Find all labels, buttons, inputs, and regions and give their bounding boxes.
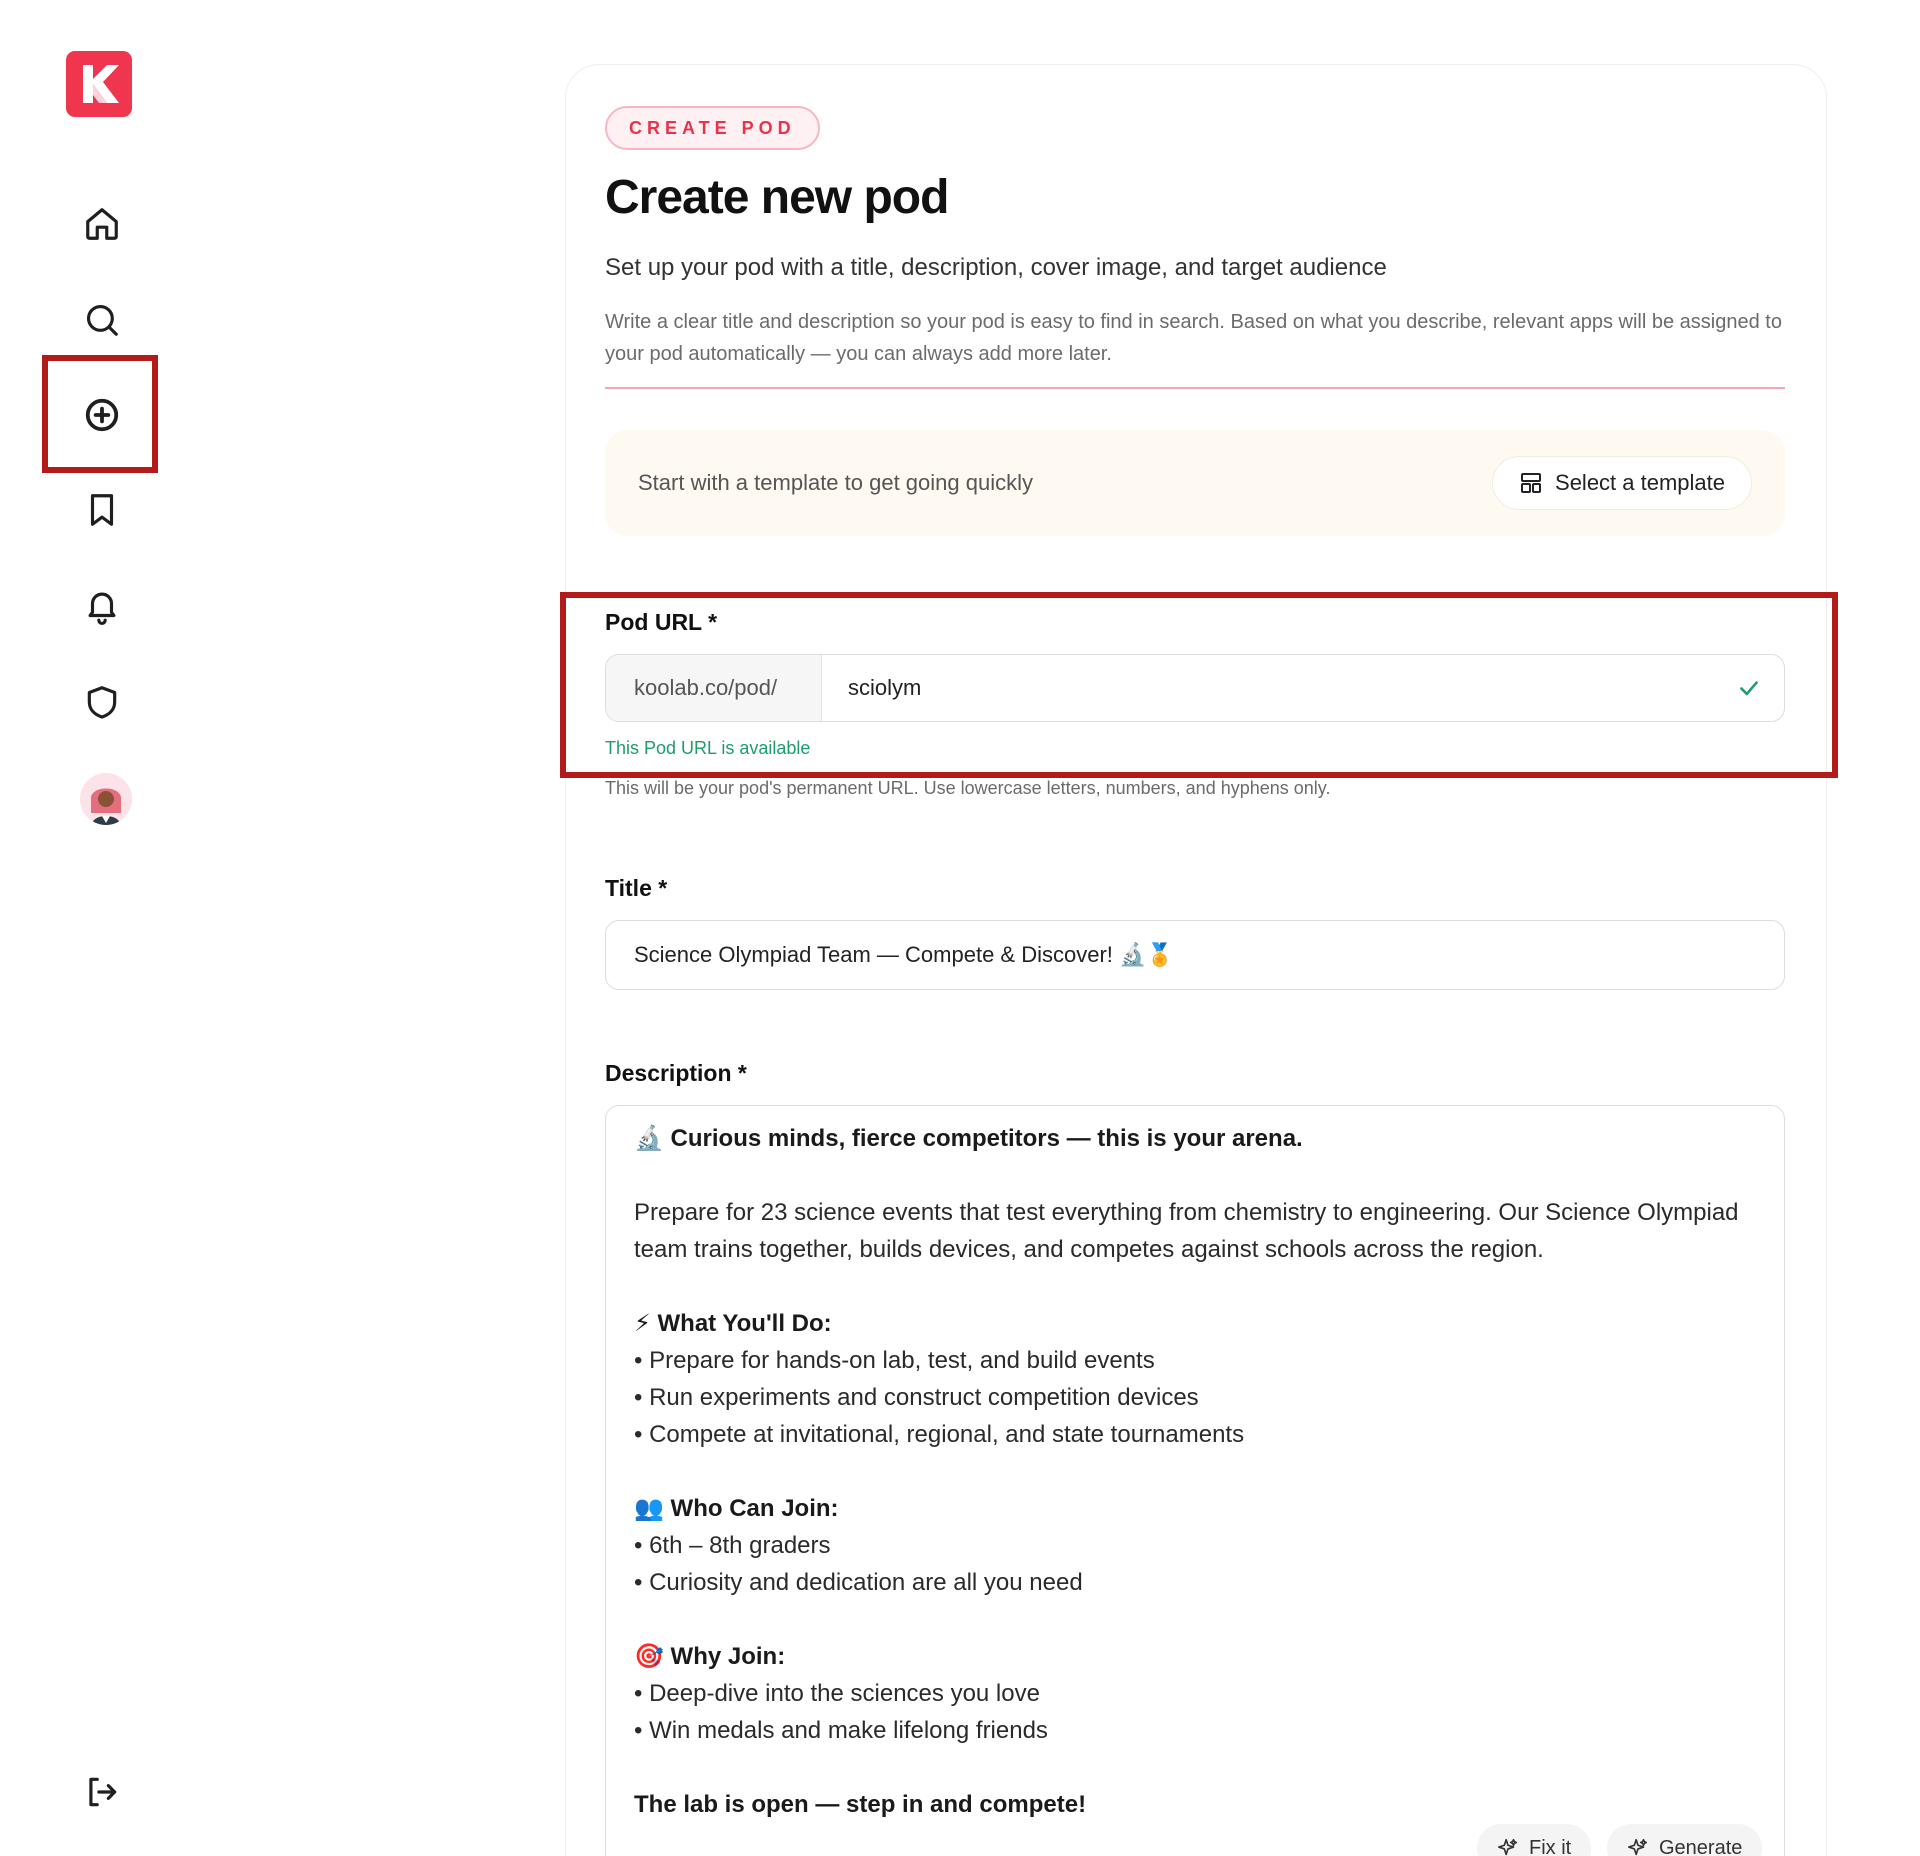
desc-who-heading: 👥 Who Can Join: [634,1495,839,1522]
nav-notifications[interactable] [78,582,126,630]
desc-do-item: • Prepare for hands-on lab, test, and build events [634,1347,1155,1374]
search-icon [83,301,121,339]
description-textarea[interactable] [605,1105,1785,1856]
nav-home[interactable] [78,200,126,248]
desc-do-item: • Run experiments and construct competition devices [634,1384,1199,1411]
highlight-create-nav [42,355,158,473]
desc-who-item: • Curiosity and dedication are all you need [634,1569,1083,1596]
template-icon [1519,471,1543,495]
sparkle-icon [1627,1837,1649,1856]
title-label: Title * [605,875,668,901]
user-avatar-image [80,773,132,825]
desc-intro-body: Prepare for 23 science events that test everything from chemistry to engineering. Our Science Olympiad team trains together, builds devices, and competes against schools across the region. [634,1199,1739,1263]
section-divider [605,387,1785,389]
pod-url-input[interactable]: sciolym [848,675,922,700]
desc-intro-heading: 🔬 Curious minds, fierce competitors — this is your arena. [634,1125,1303,1152]
desc-why-item: • Deep-dive into the sciences you love [634,1680,1040,1707]
template-banner [605,430,1785,536]
desc-do-item: • Compete at invitational, regional, and state tournaments [634,1421,1245,1448]
koolab-logo[interactable] [66,51,132,117]
pod-url-prefix: koolab.co/pod/ [606,655,822,721]
nav-bookmarks[interactable] [78,486,126,534]
avatar[interactable] [80,773,132,825]
fix-it-label: Fix it [1529,1836,1572,1856]
desc-spacer [634,1601,1756,1638]
desc-do-heading: ⚡ What You'll Do: [634,1310,832,1337]
desc-who-item: • 6th – 8th graders [634,1532,831,1559]
bookmark-icon [83,491,121,529]
page-title: Create new pod [605,171,949,224]
sidebar [0,0,205,1856]
pod-url-hint: This will be your pod's permanent URL. Use lowercase letters, numbers, and hyphens only. [605,778,1331,798]
desc-spacer [634,1268,1756,1305]
bell-icon [83,587,121,625]
description-label: Description * [605,1060,747,1086]
helper-text: Write a clear title and description so your pod is easy to find in search. Based on what you describe, relevant apps will be assigned to your pod automatically — you can always add more later. [605,311,1782,365]
fix-it-button[interactable] [1477,1824,1591,1856]
desc-why-item: • Win medals and make lifelong friends [634,1717,1048,1744]
desc-spacer [634,1749,1756,1786]
desc-spacer [634,1157,1756,1194]
desc-spacer [634,1453,1756,1490]
title-input[interactable]: Science Olympiad Team — Compete & Discover! 🔬🏅 [605,920,1785,990]
home-icon [83,205,121,243]
logout-icon [83,1773,121,1811]
nav-safety[interactable] [78,678,126,726]
template-prompt: Start with a template to get going quickly [638,470,1033,495]
pod-url-status: This Pod URL is available [605,738,811,758]
nav-search[interactable] [78,296,126,344]
select-template-button[interactable] [1492,456,1752,510]
generate-button[interactable] [1607,1824,1762,1856]
highlight-pod-url [560,592,1838,778]
shield-icon [83,683,121,721]
desc-closing: The lab is open — step in and compete! [634,1791,1087,1818]
desc-why-heading: 🎯 Why Join: [634,1643,786,1670]
logo-mark [66,51,132,117]
pod-url-label: Pod URL * [605,609,718,635]
nav-logout[interactable] [78,1768,126,1816]
page-subtitle: Set up your pod with a title, description, cover image, and target audience [605,254,1387,281]
eyebrow-badge: CREATE POD [605,106,820,150]
sparkle-icon [1497,1837,1519,1856]
generate-label: Generate [1659,1836,1743,1856]
select-template-label: Select a template [1555,470,1725,495]
